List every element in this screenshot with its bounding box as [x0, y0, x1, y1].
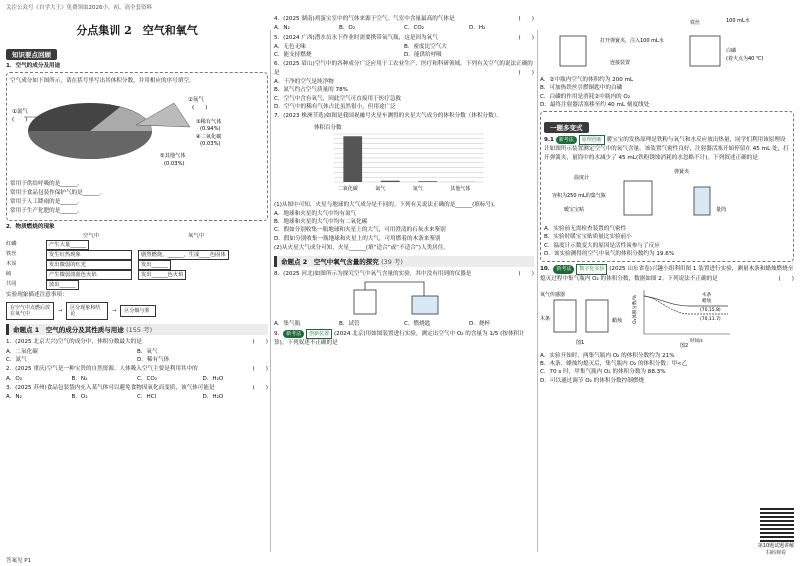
- air-composition-box: [6, 72, 268, 220]
- pie-label-other-pct: (0.03%): [164, 160, 185, 167]
- q1-stem: 1．(2025 北京大兴)空气的成分中，体积分数最大的是 ( ): [6, 339, 268, 346]
- cell: 发出______色火焰: [138, 270, 186, 280]
- svg-text:白磷: 白磷: [726, 48, 737, 54]
- svg-text:打开弹簧夹，注入100 mL水: 打开弹簧夹，注入100 mL水: [600, 38, 664, 44]
- q91-stem: 9.1 新考法 原理创新 暖宝宝的发热原理是铁粉与氧气和水反应放出热量，同学们利用该原理设计如图所示装置测定空气中的氧气含量，该装置气密性良好，注射器活塞开始停留在 45 mL 处，打开弹簧夹，量筒中的水减少了 45 mL(铁粉锈蚀消耗的水忽略不计)。下列叙述正确的是: [544, 137, 789, 161]
- bar-2: [418, 181, 437, 182]
- pie-label-n2-pct: ( ): [12, 116, 28, 123]
- use-line: 常用于人工降雨的是______。: [10, 199, 83, 206]
- pie-label-ar-pct: (0.94%): [200, 125, 221, 132]
- burning-table: [6, 232, 268, 290]
- q4-stem: 4．(2025 湖南)鸡蛋宝室中的气体来源于空气。气室中含量最高的气体是 ( ): [274, 16, 534, 22]
- q8-options: A．集气瓶 B．试管 C．燃烧匙 D．烧杯: [274, 320, 491, 327]
- q1-options: A．二氧化碳 B．氧气 C．氮气 D．稀有气体: [6, 348, 170, 363]
- x-tick-label: 二氧化碳: [337, 185, 358, 192]
- x-tick-label: 其他气体: [450, 185, 471, 192]
- cell: 放出______: [46, 280, 79, 290]
- svg-text:木条: 木条: [540, 315, 551, 322]
- q2-options: A．O₂ B．N₂ C．CO₂ D．H₂O: [6, 375, 224, 382]
- variant-tag: 一题多变式: [544, 122, 589, 133]
- topic1-count: (155 考): [126, 326, 153, 335]
- pie-label-n2: ①氮气: [12, 108, 28, 115]
- q2-stem: 2．(2025 重庆)空气是一种宝贵的自然资源。人体吸入空气主要是利用其中的 ( ): [6, 366, 268, 373]
- bar-1: [381, 180, 400, 181]
- mars-atmosphere-chart: [314, 122, 494, 196]
- column-divider: [537, 30, 538, 552]
- svg-text:图2: 图2: [680, 342, 689, 348]
- flow-title: 实验现象描述注意事项：: [6, 292, 68, 299]
- header-note: 关注公众号《自学大王》免费领取2026小、初、高全套资料: [6, 5, 152, 11]
- svg-text:氧气传感器: 氧气传感器: [540, 291, 566, 298]
- pie-label-o2-pct: ( ): [192, 104, 208, 111]
- use-line: 常用于生产化肥的是______。: [10, 208, 83, 215]
- q6-options: A．干净的空气是纯净物 B．氮气约占空气质量的 78% C．空气中含有氧气，因此空气可直接用于医疗急救 D．空气中的稀有气体占比虽然很小，但用途广泛: [274, 79, 401, 110]
- column-divider: [270, 30, 271, 552]
- svg-text:铁丝: 铁丝: [690, 20, 701, 26]
- cell: 产生微弱淡蓝色火焰: [46, 270, 132, 280]
- notes-flow: 在空气中点燃后放在氧气中 → 区分现象和结论 → 区分烟与雾: [6, 302, 268, 320]
- row-sulfur: 硫: [6, 271, 12, 278]
- q10-options: A．实验开始时，两集气瓶内 O₂ 的体积分数约为 21% B．木条、蜡烛均熄灭后，集气瓶内 O₂ 的体积分数：甲<乙 C．70 s 时，甲集气瓶内 O₂ 的体积分数为 88.3% D．可以通过调节 O₂ 的体积分数控制燃烧: [540, 352, 688, 384]
- q9-stem: 9． 新考法 创新装置 (2024 北京)用如图装置进行实验，测定出空气中 O₂ 的含量为 1/5 (按体积计算)。下列叙述不正确的是: [274, 330, 525, 347]
- variant-box: [540, 111, 794, 262]
- cell: 剧烈燃烧，______，生成____色固体: [138, 250, 229, 260]
- svg-text:时间/s: 时间/s: [690, 338, 703, 344]
- q9-options: A．②中瓶内空气的体积约为 200 mL B．可加热铁丝引燃铜匙中的白磷 C．白磷的作用是消耗②中瓶内的 O₂ D．最终注射器活塞移至约 40 mL 刻度线处: [540, 77, 650, 108]
- cell: 发出微弱的红光: [46, 260, 132, 270]
- q5-options: A．无色无味 B．密度比空气大 C．能支持燃烧 D．能供给呼吸: [274, 43, 447, 59]
- cell: 发生红热现象: [46, 250, 132, 260]
- use-line: 常用于供给呼吸的是______。: [10, 180, 83, 187]
- topic2-bar: 命题点 2 空气中氧气含量的探究 (39 考): [274, 256, 534, 267]
- x-tick-label: 氮气: [375, 185, 386, 192]
- svg-text:温度计: 温度计: [574, 175, 590, 182]
- svg-text:连接装置: 连接装置: [610, 60, 631, 66]
- point1-intro: 空气成分如下图所示，请在括号里写出其体积分数，并用相应的序号填空。: [10, 78, 195, 85]
- chart-bars: [338, 136, 475, 192]
- svg-text:木条: 木条: [702, 292, 711, 298]
- q7-part1: (1)从图中可知，火星与地球的大气成分是不同的。下列有关说法正确的是______(填标号)。: [274, 201, 499, 208]
- cell: 产生大量______: [46, 240, 89, 250]
- flow-step: 区分现象和结论: [66, 302, 108, 320]
- q10-figures: [540, 284, 750, 348]
- point2-title: 2．物质燃烧的现象: [6, 223, 55, 230]
- pie-label-co2-pct: (0.03%): [200, 140, 221, 147]
- pie-label-other: ⑤其他气体: [160, 152, 186, 159]
- svg-text:O₂体积分数/%: O₂体积分数/%: [633, 294, 638, 324]
- q91-options: A．实验前无需检查装置的气密性 B．实验时暖宝宝贴质量比实验前小 C．温度计示数变大的原因是活性炭参与了反应 D．该实验测得的空气中氧气的体积分数约为 19.6%: [544, 226, 675, 257]
- q7-stem: 7．(2023 株洲节选)如图是我国祝融号火星车测得的火星大气成分的体积分数（体积分数）。: [274, 113, 503, 120]
- middle-column: [274, 14, 534, 556]
- bar-0: [343, 136, 362, 182]
- q10-stem: 10． 新考法 数字化实验 (2025 山东省卷)兴趣小组利用图 1 装置进行实验，测量木条和蜡烛燃烧至熄灭过程中集气瓶内 O₂ 的体积分数，数据如图 2。下列说法不正确的是 ( ): [540, 266, 794, 282]
- q91-apparatus: [544, 163, 784, 221]
- q7-options: A．地球和火星的大气中均有氮气 B．地球和火星的大气中均有二氧化碳 C．假如分别收集一瓶地球和火星上的大气，可用澄清的石灰水来鉴别 D．假如分别收集一瓶地球和火星上的大气，可用燃着的木条来鉴别: [274, 210, 446, 242]
- chart-ylabel: 体积百分数: [314, 124, 342, 131]
- svg-text:蜡烛: 蜡烛: [702, 298, 711, 304]
- qr-code[interactable]: [760, 508, 794, 542]
- svg-text:蜡烛: 蜡烛: [612, 317, 623, 324]
- x-tick-label: 氩气: [412, 185, 423, 192]
- q4-options: A．N₂ B．O₂ C．CO₂ D．H₂: [274, 25, 486, 32]
- air-pie-chart: [10, 87, 262, 175]
- svg-text:(70,15.8): (70,15.8): [700, 307, 721, 313]
- svg-text:弹簧夹: 弹簧夹: [674, 169, 690, 176]
- svg-text:(70,11.7): (70,11.7): [700, 316, 721, 322]
- pie-label-o2: ②氧气: [188, 96, 204, 103]
- right-column: [540, 14, 794, 556]
- page-title: 分点集训 2 空气和氧气: [76, 24, 198, 37]
- q6-stem: 6．(2025 眉山)空气中的各种成分广泛应用于工农业生产、医疗和科研领域。下列有关空气的说法正确的是 ( ): [274, 61, 534, 76]
- q9-apparatus: [540, 14, 790, 72]
- q8-stem: 8．(2025 河北)如图所示为探究空气中氧气含量的实验，其中没有用到的仪器是 ( ): [274, 271, 534, 278]
- svg-text:(着火点为40 ℃): (着火点为40 ℃): [726, 56, 764, 62]
- topic1-name: 空气的成分及其性质与用途: [45, 326, 124, 335]
- svg-text:图1: 图1: [576, 339, 585, 346]
- pie-label-co2: ④二氧化碳: [196, 133, 222, 140]
- col-oxygen: 氧气中: [188, 233, 204, 240]
- footer-answer: 答案见 P1: [6, 558, 32, 564]
- svg-text:100 mL水: 100 mL水: [726, 18, 750, 24]
- topic1-label: 命题点 1: [13, 326, 40, 335]
- use-line: 常用于食品包装作保护气的是______。: [10, 189, 106, 196]
- q3-options: A．N₂ B．O₂ C．HCl D．H₂O: [6, 394, 224, 401]
- q5-stem: 5．(2024 广西)潜水员水下作业时需要携带氧气瓶，这是因为氧气 ( ): [274, 34, 534, 41]
- row-red-phosphorus: 红磷: [6, 241, 17, 248]
- q7-part2: (2)从火星大气成分可知，火星______(填“适合”或“不适合”)人类居住。: [274, 245, 449, 252]
- row-iron: 铁丝: [6, 251, 17, 258]
- q3-stem: 3．(2025 苏州)食品包装袋内充入某气体可以避免食物因氧化而变质，该气体可能是 ( ): [6, 384, 268, 391]
- svg-text:暖宝宝贴: 暖宝宝贴: [564, 207, 585, 214]
- point1-title: 1．空气的成分及用途: [6, 63, 61, 69]
- row-common: 共同: [6, 281, 17, 288]
- flow-step: 在空气中点燃后放在氧气中: [6, 302, 54, 320]
- flow-step: 区分烟与雾: [120, 305, 156, 317]
- svg-text:量筒: 量筒: [716, 207, 727, 214]
- cell: 发出______: [138, 260, 171, 270]
- col-air: 空气中: [83, 233, 99, 240]
- pie-label-ar: ③稀有气体: [196, 118, 222, 125]
- left-column: [6, 14, 268, 556]
- topic1-bar: [6, 324, 268, 335]
- qr-caption: 第10题试题讲解 扫码观看: [757, 543, 795, 556]
- svg-text:容积为250 mL的集气瓶: 容积为250 mL的集气瓶: [552, 193, 606, 200]
- section-knowledge: 知识要点回顾: [6, 49, 57, 60]
- q8-apparatus: [344, 280, 464, 316]
- row-charcoal: 木炭: [6, 261, 17, 268]
